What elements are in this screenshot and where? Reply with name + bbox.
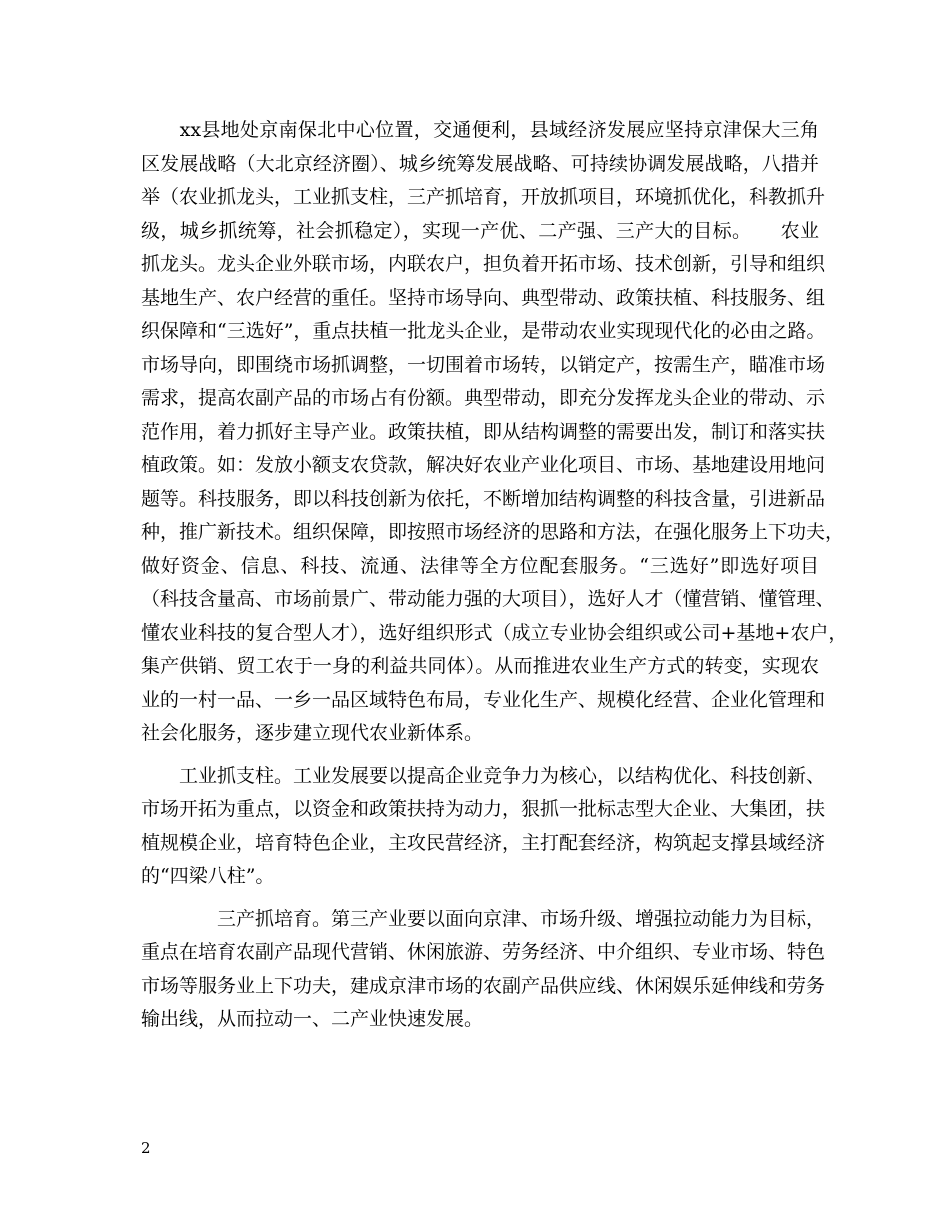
paragraph-line: 基地生产、农户经营的重任。坚持市场导向、典型带动、政策扶植、科技服务、组: [141, 286, 826, 309]
page-number: 2: [141, 1139, 151, 1157]
paragraph-line: 范作用，着力抓好主导产业。政策扶植，即从结构调整的需要出发，制订和落实扶: [141, 420, 826, 443]
paragraph-line: 需求，提高农副产品的市场占有份额。典型带动，即充分发挥龙头企业的带动、示: [141, 387, 826, 409]
paragraph-line: 的“四梁八柱”。: [141, 865, 275, 887]
paragraph-line: 植规模企业，培育特色企业，主攻民营经济，主打配套经济，构筑起支撑县域经济: [141, 831, 826, 854]
paragraph-line: 重点在培育农副产品现代营销、休闲旅游、劳务经济、中介组织、专业市场、特色: [141, 941, 826, 963]
paragraph-line: 市场等服务业上下功夫，建成京津市场的农副产品供应线、休闲娱乐延伸线和劳务: [141, 974, 826, 997]
paragraph-line: 做好资金、信息、科技、流通、法律等全方位配套服务。“三选好”即选好项目: [141, 554, 819, 577]
paragraph-line: 集产供销、贸工农于一身的利益共同体）。从而推进农业生产方式的转变，实现农: [141, 655, 819, 677]
paragraph-spacing: [141, 751, 819, 760]
paragraph-line: 织保障和“三选好”，重点扶植一批龙头企业，是带动农业实现现代化的必由之路。: [141, 320, 826, 342]
paragraph-line: 输出线，从而拉动一、二产业快速发展。: [141, 1008, 484, 1030]
paragraph-line: （科技含量高、市场前景广、带动能力强的大项目），选好人才（懂营销、懂管理、: [141, 588, 835, 610]
paragraph-line: 举（农业抓龙头，工业抓支柱，三产抓培育，开放抓项目，环境抓优化，科教抓升: [141, 186, 826, 208]
paragraph-line: 植政策。如：发放小额支农贷款，解决好农业产业化项目、市场、基地建设用地问: [141, 454, 826, 476]
paragraph-line: xx县地处京南保北中心位置，交通便利，县域经济发展应坚持京津保大三角: [141, 119, 819, 141]
paragraph-1: [141, 114, 848, 751]
paragraph-3: [141, 903, 826, 1037]
paragraph-line: 三产抓培育。第三产业要以面向京津、市场升级、增强拉动能力为目标，: [141, 907, 826, 930]
paragraph-line: 市场导向，即围绕市场抓调整，一切围着市场转，以销定产，按需生产，瞄准市场: [141, 353, 826, 376]
paragraph-line: 抓龙头。龙头企业外联市场，内联农户，担负着开拓市场、技术创新，引导和组织: [141, 253, 826, 275]
paragraph-line: 种，推广新技术。组织保障，即按照市场经济的思路和方法，在强化服务上下功夫，: [141, 521, 845, 543]
document-body: [141, 114, 848, 1037]
paragraph-spacing: [141, 894, 819, 903]
paragraph-line: 工业抓支柱。工业发展要以提高企业竞争力为核心，以结构优化、科技创新、: [141, 764, 826, 787]
paragraph-line: 题等。科技服务，即以科技创新为依托，不断增加结构调整的科技含量，引进新品: [141, 487, 826, 510]
paragraph-line: 市场开拓为重点，以资金和政策扶持为动力，狠抓一批标志型大企业、大集团，扶: [141, 798, 826, 820]
paragraph-line: 区发展战略（大北京经济圈）、城乡统筹发展战略、可持续协调发展战略，八措并: [141, 152, 819, 175]
paragraph-2: [141, 760, 826, 894]
paragraph-line: 级，城乡抓统筹，社会抓稳定），实现一产优、二产强、三产大的目标。 农业: [141, 219, 819, 242]
paragraph-line: 懂农业科技的复合型人才），选好组织形式（成立专业协会组织或公司+基地+农户，: [141, 621, 848, 644]
paragraph-line: 社会化服务，逐步建立现代农业新体系。: [141, 722, 484, 744]
paragraph-line: 业的一村一品、一乡一品区域特色布局，专业化生产、规模化经营、企业化管理和: [141, 688, 826, 711]
